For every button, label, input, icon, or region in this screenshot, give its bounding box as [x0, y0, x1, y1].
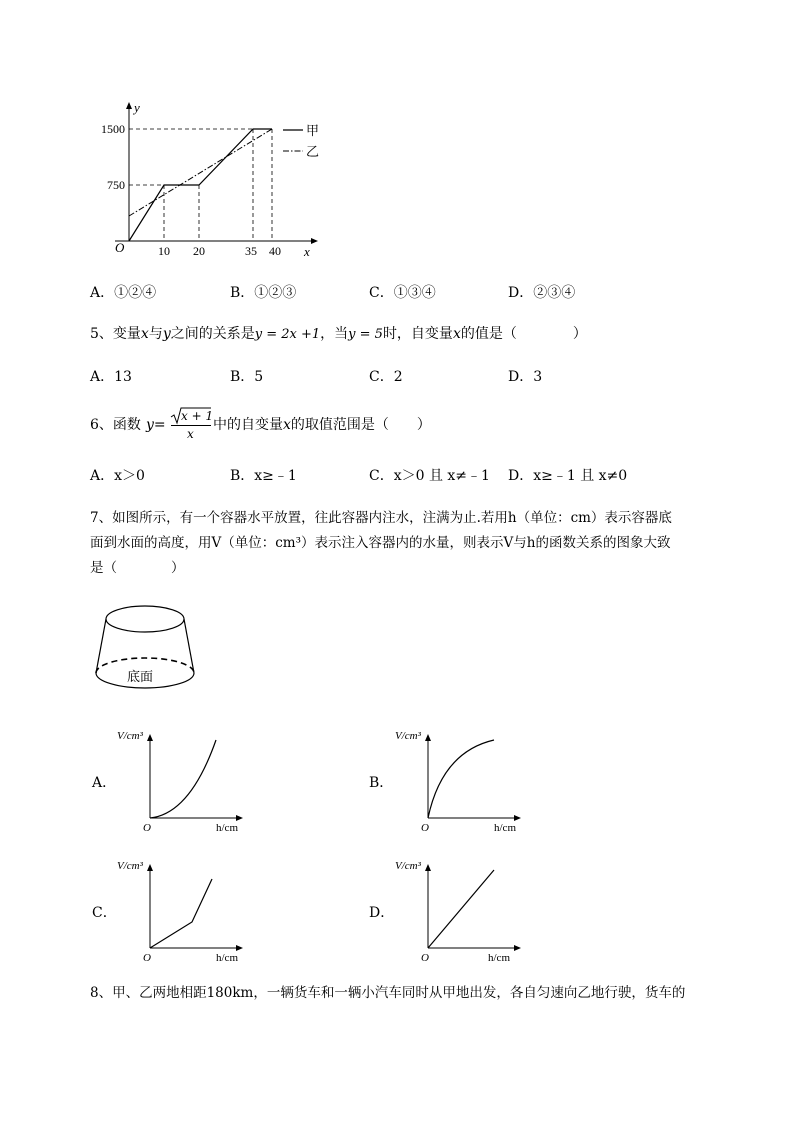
q7-graph-a	[112, 722, 252, 837]
straight-line	[428, 870, 494, 948]
fraction-bar	[171, 425, 211, 426]
q4-option-b: B．①②③	[230, 285, 297, 301]
q6-y: y=	[146, 417, 166, 433]
origin-label: O	[115, 240, 125, 255]
q7-option-a-label: A．	[92, 775, 117, 791]
q5-stem: 5、变量x与y之间的关系是y = 2x +1，当y = 5时，自变量x的值是（ ）	[90, 326, 587, 342]
graph-c-ylabel: V/cm³	[117, 860, 143, 872]
q7-line-1: 7、如图所示，有一个容器水平放置，往此容器内注水，注满为止.若用h（单位：cm）表示容器底	[90, 510, 672, 526]
container-top-rim	[106, 606, 184, 632]
q6-denominator: x	[187, 427, 194, 441]
x-axis-label: x	[304, 244, 310, 259]
container-bottom-label: 底面	[127, 669, 154, 684]
q6-fraction	[170, 406, 212, 444]
graph-a-ylabel: V/cm³	[117, 730, 143, 742]
q6-prefix: 6、函数	[90, 417, 141, 433]
q4-option-a: A．①②④	[90, 285, 157, 301]
curve-concave-down	[428, 740, 494, 818]
y-axis-label: y	[134, 100, 140, 115]
y-tick-750: 750	[107, 178, 125, 192]
q6-option-b: B．x≥﹣1	[230, 468, 297, 484]
distance-time-graph	[101, 98, 335, 263]
q6-option-a: A．x＞0	[90, 468, 145, 484]
q7-graph-c	[112, 852, 252, 967]
q6-option-c: C．x＞0 且 x≠﹣1	[369, 468, 490, 484]
piecewise-line	[150, 879, 212, 948]
graph-c-origin: O	[143, 952, 151, 964]
q5-option-d: D．3	[508, 369, 543, 385]
q7-option-d-label: D．	[369, 905, 395, 921]
q5-option-c: C．2	[369, 369, 403, 385]
graph-d-origin: O	[421, 952, 429, 964]
q7-graph-b	[390, 722, 530, 837]
legend-yi-label: 乙	[306, 144, 320, 159]
x-tick-10: 10	[158, 244, 170, 258]
q5-condition: y = 5	[348, 327, 383, 342]
graph-a-xlabel: h/cm	[216, 822, 238, 834]
q5-equation: y = 2x +1	[254, 327, 321, 342]
x-tick-40: 40	[269, 244, 281, 258]
graph-b-ylabel: V/cm³	[395, 730, 421, 742]
x-axis-arrow	[311, 238, 318, 244]
graph-c-xlabel: h/cm	[216, 952, 238, 964]
q6-option-d: D．x≥﹣1 且 x≠0	[508, 468, 628, 484]
graph-d-xlabel: h/cm	[488, 952, 510, 964]
q6-numerator: x + 1	[181, 409, 214, 423]
q8-line-1: 8、甲、乙两地相距180km，一辆货车和一辆小汽车同时从甲地出发，各自匀速向乙地行驶，货车的	[90, 985, 686, 1001]
q7-option-c-label: C．	[92, 905, 117, 921]
q7-graph-d	[390, 852, 530, 967]
series-yi-line	[129, 129, 272, 216]
graph-d-ylabel: V/cm³	[395, 860, 421, 872]
graph-b-origin: O	[421, 822, 429, 834]
x-tick-20: 20	[193, 244, 205, 258]
x-tick-35: 35	[245, 244, 257, 258]
q5-option-a: A．13	[90, 369, 132, 385]
legend-jia-label: 甲	[306, 123, 320, 138]
y-tick-1500: 1500	[101, 122, 125, 136]
q5-option-b: B．5	[230, 369, 264, 385]
y-axis-arrow	[126, 102, 132, 109]
container-figure	[92, 600, 198, 695]
q4-option-c: C．①③④	[369, 285, 436, 301]
q6-stem-rest: 中的自变量x的取值范围是（ ）	[213, 417, 431, 433]
graph-a-origin: O	[143, 822, 151, 834]
q7-line-3: 是（ ）	[90, 560, 185, 576]
q7-line-2: 面到水面的高度，用V（单位：cm³）表示注入容器内的水量，则表示V与h的函数关系的图象大致	[90, 535, 671, 551]
q7-option-b-label: B．	[369, 775, 394, 791]
q4-option-d: D．②③④	[508, 285, 576, 301]
curve-concave-up	[150, 740, 216, 818]
graph-b-xlabel: h/cm	[494, 822, 516, 834]
